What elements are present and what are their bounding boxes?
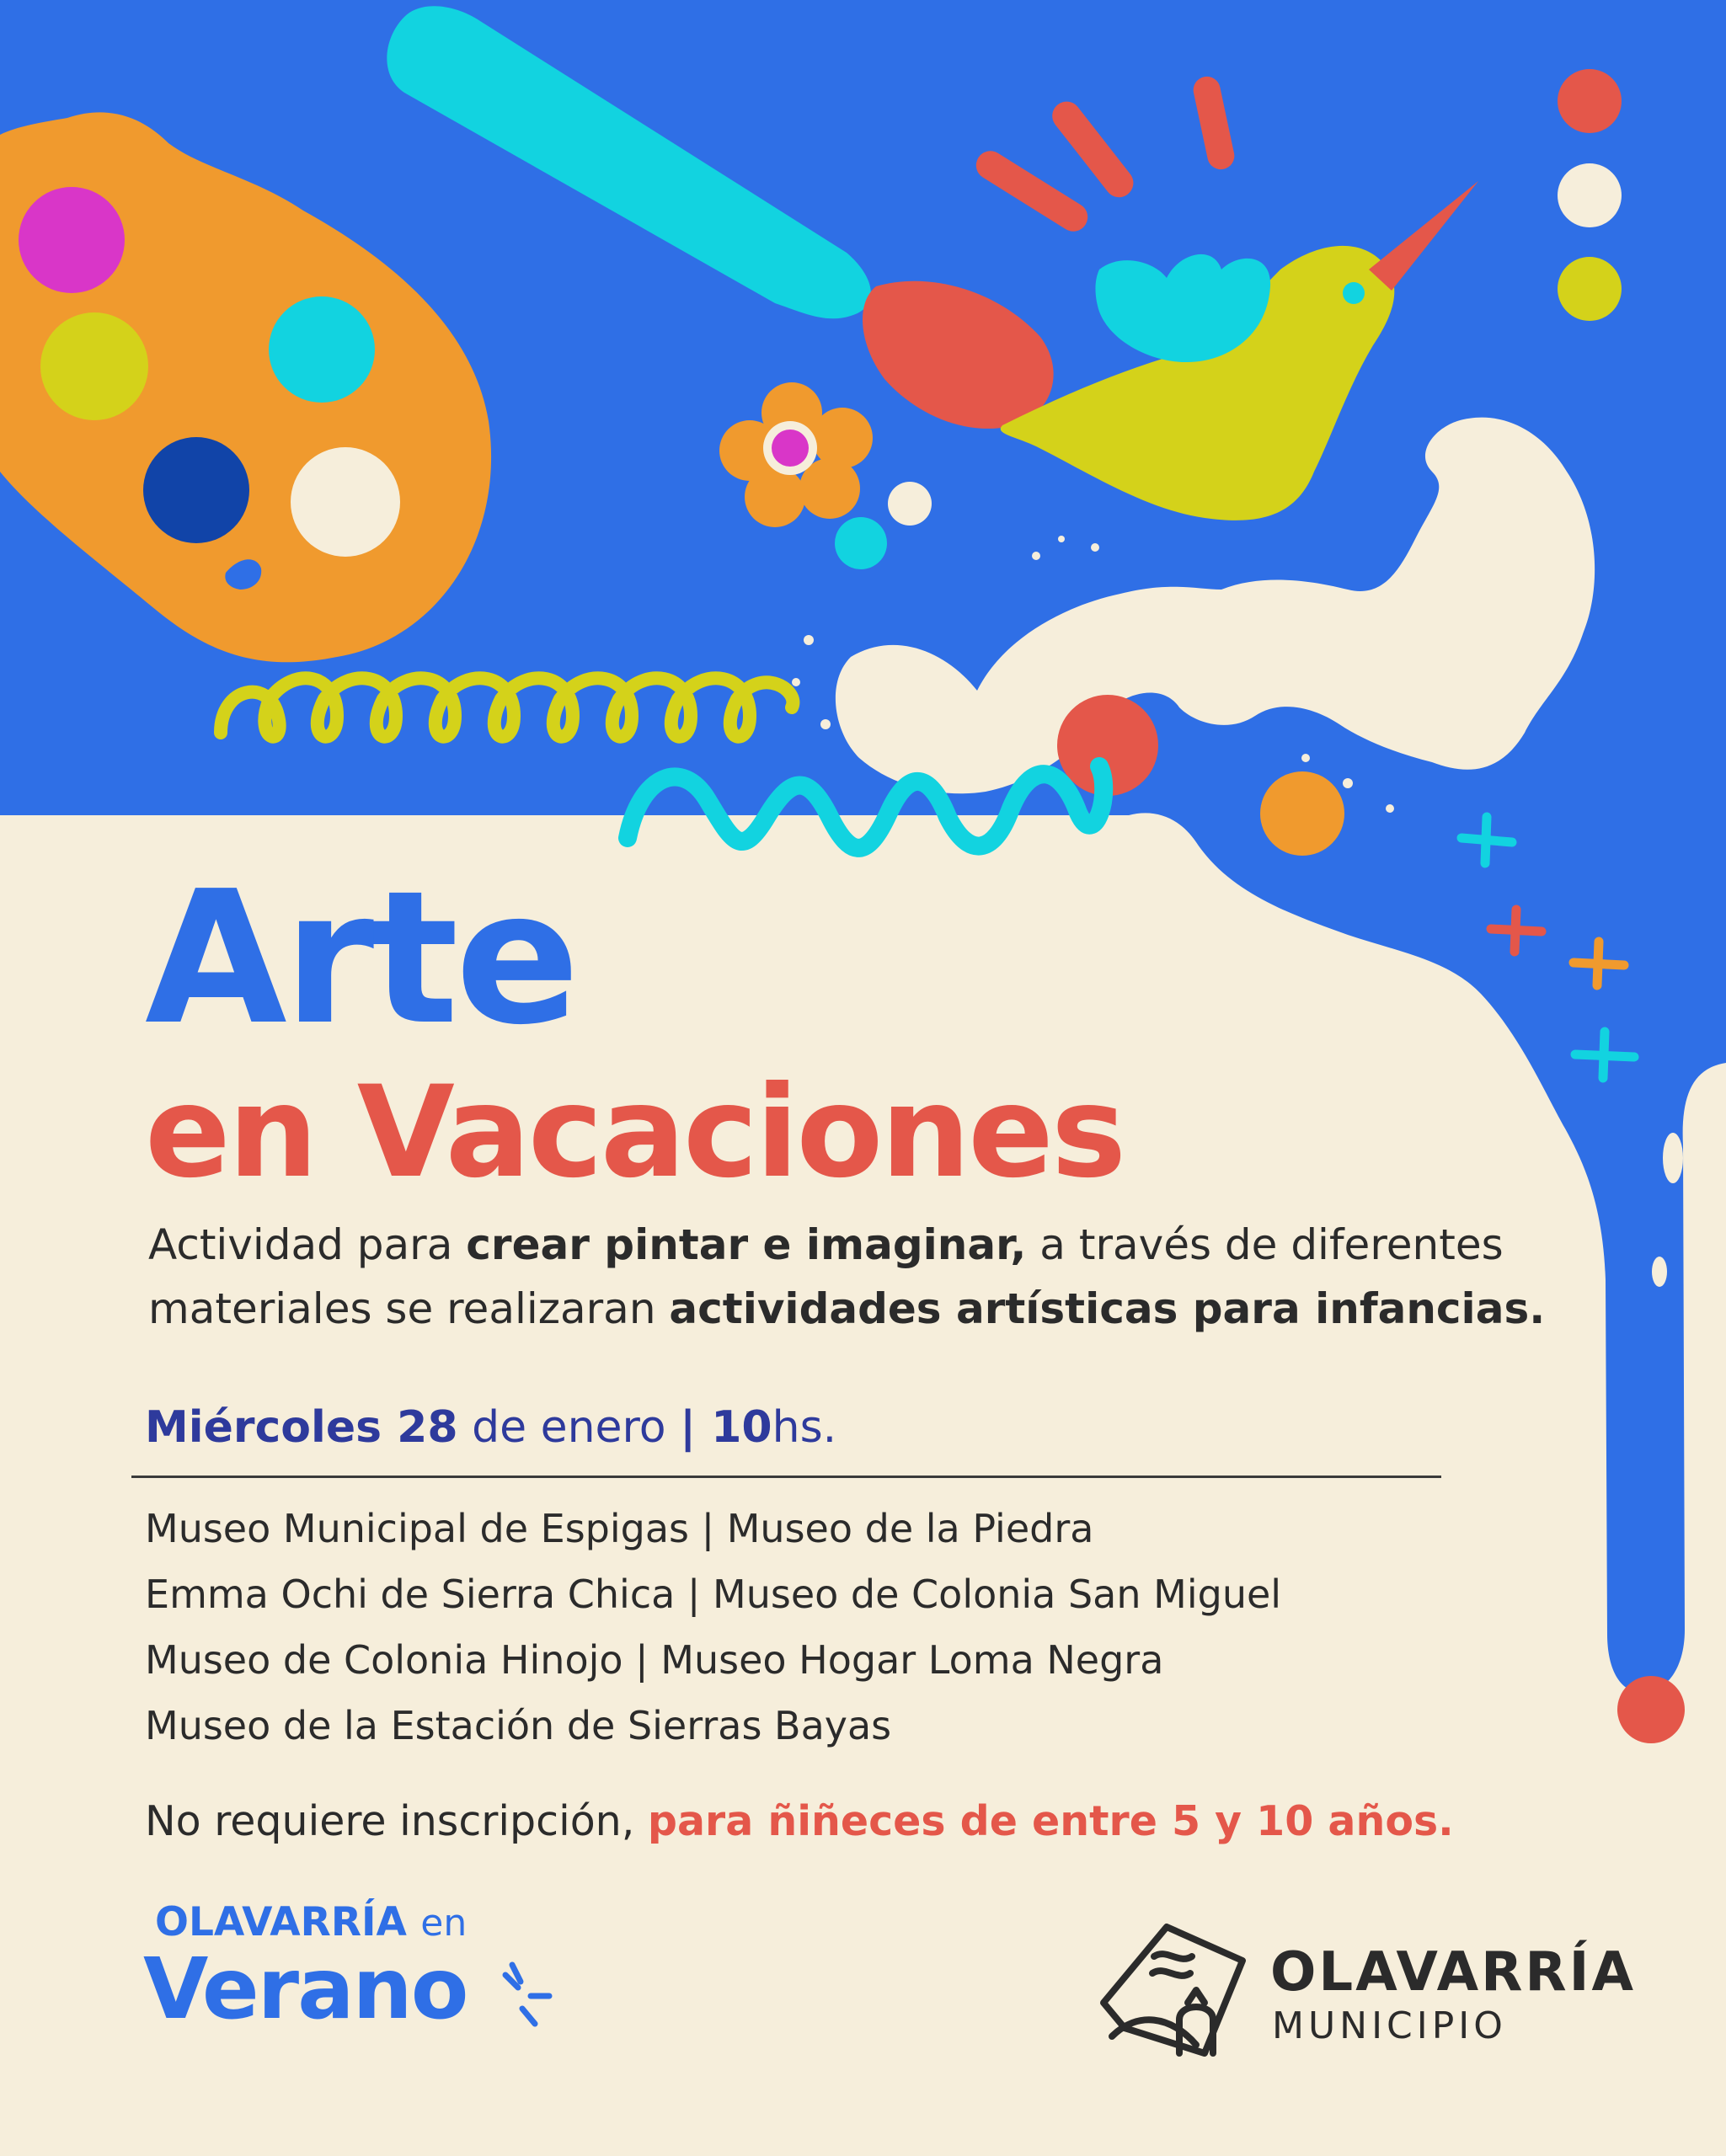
venue-list <box>145 1496 1281 1758</box>
title-en-vacaciones: en Vacaciones <box>145 1059 1125 1206</box>
venue-line: Museo de la Estación de Sierras Bayas <box>145 1703 892 1748</box>
palette-dot-navy <box>143 437 249 543</box>
venue-line: Museo de Colonia Hinojo | Museo Hogar Loma Negra <box>145 1637 1164 1683</box>
municipio-subtitle: MUNICIPIO <box>1272 2004 1507 2047</box>
sun-icon <box>497 1958 556 2034</box>
palette-dot-magenta <box>19 187 125 293</box>
venue-line: Museo Municipal de Espigas | Museo de la Piedra <box>145 1506 1094 1551</box>
palette-dot-cyan <box>269 296 375 403</box>
event-date: Miércoles 28 de enero | 10hs. <box>145 1402 837 1453</box>
logo-verano-text: Verano <box>143 1940 468 2038</box>
municipio-emblem-icon <box>1087 1910 1255 2062</box>
logo-olavarria-text: OLAVARRÍA <box>155 1899 407 1945</box>
divider <box>131 1476 1441 1478</box>
palette-dot-cream <box>291 447 400 557</box>
venue-line: Emma Ochi de Sierra Chica | Museo de Colonia San Miguel <box>145 1572 1282 1617</box>
municipio-name: OLAVARRÍA <box>1270 1941 1636 2004</box>
logo-en-text: en <box>420 1902 468 1945</box>
olavarria-municipio-logo <box>1087 1910 1636 2062</box>
olavarria-en-verano-logo <box>143 1899 548 2038</box>
activity-description: Actividad para crear pintar e imaginar, a través de diferentes materiales se realizaran actividades artísticas para infancias. <box>148 1220 1546 1333</box>
palette-dot-yellow <box>40 312 148 420</box>
registration-note: No requiere inscripción, para ñiñeces de entre 5 y 10 años. <box>145 1797 1454 1845</box>
title-arte: Arte <box>145 852 577 1065</box>
